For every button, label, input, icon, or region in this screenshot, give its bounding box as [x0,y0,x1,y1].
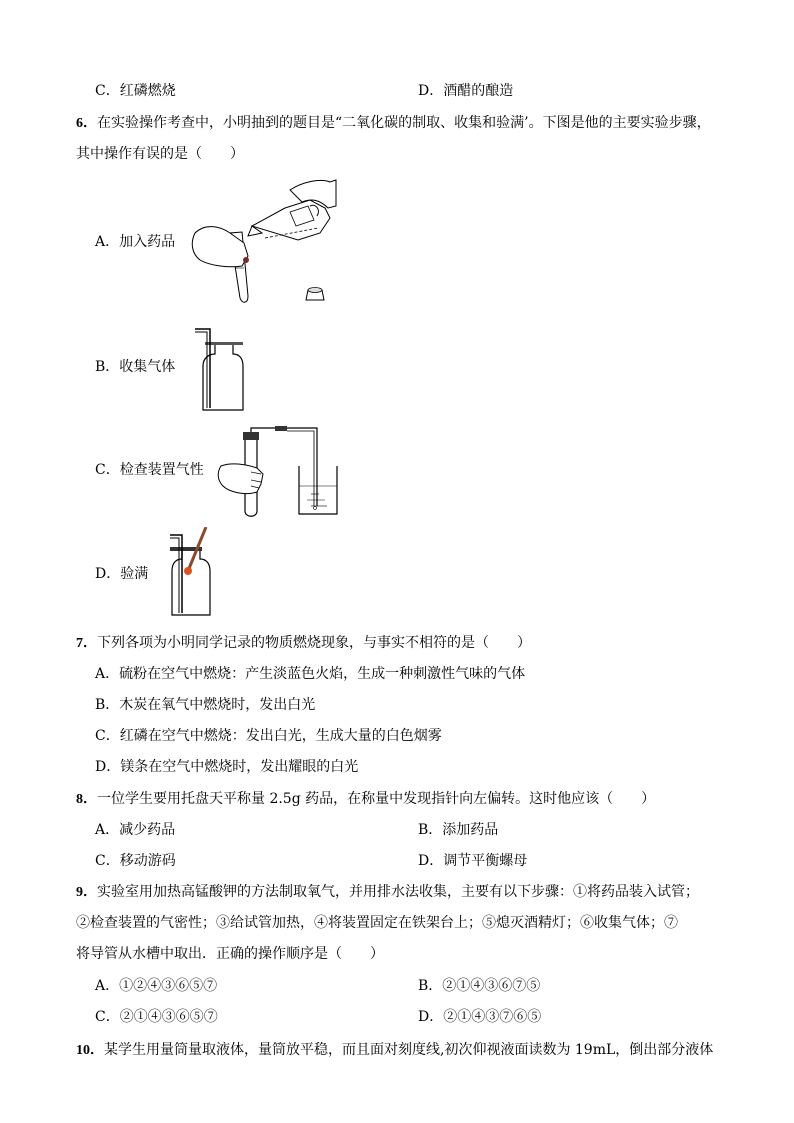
option-d: D．镁条在空气中燃烧时，发出耀眼的白光 [95,759,359,775]
question-8-stem [76,789,655,810]
question-number: 9． [76,885,97,900]
question-9-stem-line2: ②检查装置的气密性；③给试管加热，④将装置固定在铁架台上；⑤熄灭酒精灯；⑥收集气体；⑦ [76,915,678,931]
question-7-stem [76,633,531,654]
option-a: A．加入药品 [95,234,176,250]
question-text: 一位学生要用托盘天平称量 2.5g 药品，在称量中发现指针向左偏转。这时他应该（ ） [97,791,656,807]
question-6-stem-line2: 其中操作有误的是（ ） [76,146,244,162]
option-c: C．移动游码 [95,853,176,869]
option-a: A．减少药品 [95,822,176,838]
question-text: 下列各项为小明同学记录的物质燃烧现象，与事实不相符的是（ ） [97,635,531,651]
figure-collect-gas [195,326,250,414]
option-c: C．红磷在空气中燃烧：发出白光，生成大量的白色烟雾 [95,728,442,744]
option-d: D．验满 [95,566,149,582]
question-10-stem [76,1040,713,1061]
question-9-stem-line3: 将导管从水槽中取出．正确的操作顺序是（ ） [76,946,384,962]
question-number: 7． [76,636,97,651]
question-text: 实验室用加热高锰酸钾的方法制取氧气，并用排水法收集，主要有以下步骤：①将药品装入试管； [97,884,699,900]
option-a: A．硫粉在空气中燃烧：产生淡蓝色火焰，生成一种刺激性气味的气体 [95,666,526,682]
question-6-stem-line1 [76,113,711,134]
option-d: D．酒醋的酿造 [418,83,514,99]
question-9-stem-line1 [76,882,699,903]
figure-add-reagent [190,178,340,308]
question-text: 在实验操作考查中，小明抽到的题目是“二氧化碳的制取、收集和验满’。下图是他的主要实验步骤， [97,115,711,131]
option-a: A．①②④③⑥⑤⑦ [95,978,218,994]
option-d: D．调节平衡螺母 [418,853,528,869]
option-d: D．②①④③⑦⑥⑤ [418,1009,542,1025]
question-number: 8． [76,792,97,807]
option-c: C．②①④③⑥⑤⑦ [95,1009,218,1025]
option-b: B．②①④③⑥⑦⑤ [418,978,541,994]
option-b: B．添加药品 [418,822,499,838]
figure-check-airtightness [215,426,340,521]
option-c: C．红磷燃烧 [95,83,176,99]
question-number: 6． [76,116,97,131]
question-number: 10． [76,1043,104,1058]
question-text: 某学生用量筒量取液体，量筒放平稳，而且面对刻度线,初次仰视液面读数为 19mL，倒出部分液体 [104,1042,714,1058]
option-b: B．收集气体 [95,359,176,375]
option-b: B．木炭在氧气中燃烧时，发出白光 [95,697,316,713]
option-c: C．检查装置气性 [95,462,204,478]
figure-verify-full [166,527,216,619]
